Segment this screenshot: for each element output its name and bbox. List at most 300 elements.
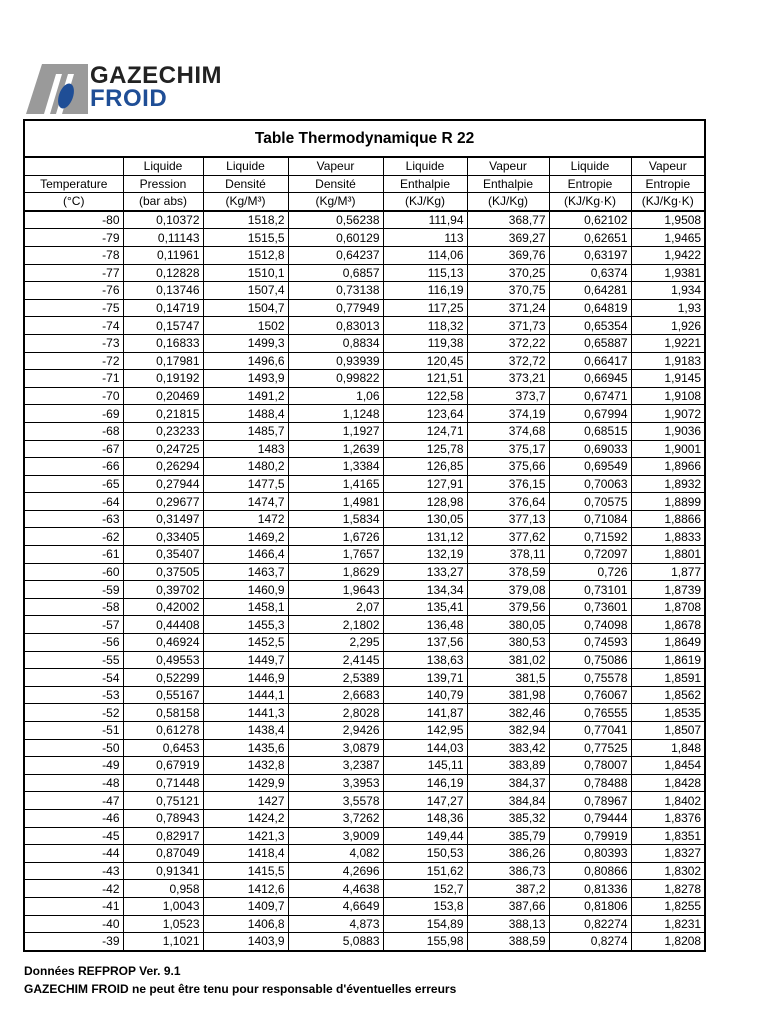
value-cell: 137,56 bbox=[383, 634, 467, 652]
value-cell: 0,68515 bbox=[549, 422, 631, 440]
value-cell: 0,73101 bbox=[549, 581, 631, 599]
value-cell: 0,71592 bbox=[549, 528, 631, 546]
value-cell: 125,78 bbox=[383, 440, 467, 458]
table-row bbox=[24, 422, 705, 440]
value-cell: 127,91 bbox=[383, 475, 467, 493]
value-cell: 1504,7 bbox=[203, 299, 288, 317]
value-cell: 4,082 bbox=[288, 845, 383, 863]
temperature-cell: -53 bbox=[24, 686, 123, 704]
value-cell: 0,62102 bbox=[549, 211, 631, 229]
value-cell: 0,70063 bbox=[549, 475, 631, 493]
value-cell: 2,9426 bbox=[288, 722, 383, 740]
value-cell: 377,62 bbox=[467, 528, 549, 546]
value-cell: 1,8507 bbox=[631, 722, 705, 740]
column-header bbox=[24, 157, 123, 175]
value-cell: 381,02 bbox=[467, 651, 549, 669]
value-cell: 1,8562 bbox=[631, 686, 705, 704]
value-cell: 385,32 bbox=[467, 809, 549, 827]
value-cell: 1,0523 bbox=[123, 915, 203, 933]
value-cell: 130,05 bbox=[383, 510, 467, 528]
value-cell: 1,8678 bbox=[631, 616, 705, 634]
value-cell: 0,71448 bbox=[123, 774, 203, 792]
temperature-cell: -60 bbox=[24, 563, 123, 581]
value-cell: 0,77041 bbox=[549, 722, 631, 740]
column-header: Densité bbox=[288, 175, 383, 193]
value-cell: 155,98 bbox=[383, 933, 467, 951]
value-cell: 1,8619 bbox=[631, 651, 705, 669]
value-cell: 0,20469 bbox=[123, 387, 203, 405]
temperature-cell: -72 bbox=[24, 352, 123, 370]
column-header: Pression bbox=[123, 175, 203, 193]
value-cell: 0,66945 bbox=[549, 370, 631, 388]
value-cell: 1409,7 bbox=[203, 897, 288, 915]
value-cell: 1,8535 bbox=[631, 704, 705, 722]
value-cell: 0,75121 bbox=[123, 792, 203, 810]
value-cell: 0,69549 bbox=[549, 458, 631, 476]
temperature-cell: -57 bbox=[24, 616, 123, 634]
table-row bbox=[24, 598, 705, 616]
value-cell: 1491,2 bbox=[203, 387, 288, 405]
value-cell: 118,32 bbox=[383, 317, 467, 335]
value-cell: 1,1021 bbox=[123, 933, 203, 951]
value-cell: 0,55167 bbox=[123, 686, 203, 704]
value-cell: 0,61278 bbox=[123, 722, 203, 740]
logo-line2: FROID bbox=[90, 85, 168, 112]
column-header: Vapeur bbox=[467, 157, 549, 175]
value-cell: 381,98 bbox=[467, 686, 549, 704]
temperature-cell: -74 bbox=[24, 317, 123, 335]
value-cell: 371,24 bbox=[467, 299, 549, 317]
value-cell: 373,21 bbox=[467, 370, 549, 388]
value-cell: 1,8428 bbox=[631, 774, 705, 792]
temperature-cell: -75 bbox=[24, 299, 123, 317]
table-row bbox=[24, 510, 705, 528]
temperature-cell: -63 bbox=[24, 510, 123, 528]
value-cell: 382,94 bbox=[467, 722, 549, 740]
table-row bbox=[24, 475, 705, 493]
value-cell: 116,19 bbox=[383, 282, 467, 300]
value-cell: 1,8966 bbox=[631, 458, 705, 476]
value-cell: 1,8208 bbox=[631, 933, 705, 951]
value-cell: 0,42002 bbox=[123, 598, 203, 616]
value-cell: 1480,2 bbox=[203, 458, 288, 476]
value-cell: 1,9508 bbox=[631, 211, 705, 229]
value-cell: 1,8402 bbox=[631, 792, 705, 810]
value-cell: 152,7 bbox=[383, 880, 467, 898]
temperature-cell: -49 bbox=[24, 757, 123, 775]
value-cell: 1415,5 bbox=[203, 862, 288, 880]
value-cell: 131,12 bbox=[383, 528, 467, 546]
value-cell: 4,2696 bbox=[288, 862, 383, 880]
value-cell: 1,8376 bbox=[631, 809, 705, 827]
value-cell: 380,53 bbox=[467, 634, 549, 652]
value-cell: 1,8708 bbox=[631, 598, 705, 616]
value-cell: 1,8649 bbox=[631, 634, 705, 652]
temperature-cell: -73 bbox=[24, 334, 123, 352]
column-header: Liquide bbox=[203, 157, 288, 175]
temperature-cell: -44 bbox=[24, 845, 123, 863]
value-cell: 1,8833 bbox=[631, 528, 705, 546]
temperature-cell: -43 bbox=[24, 862, 123, 880]
column-header: Liquide bbox=[383, 157, 467, 175]
table-row bbox=[24, 809, 705, 827]
value-cell: 1,06 bbox=[288, 387, 383, 405]
column-header: Liquide bbox=[549, 157, 631, 175]
value-cell: 2,4145 bbox=[288, 651, 383, 669]
value-cell: 375,66 bbox=[467, 458, 549, 476]
table-row bbox=[24, 845, 705, 863]
value-cell: 0,87049 bbox=[123, 845, 203, 863]
temperature-cell: -66 bbox=[24, 458, 123, 476]
value-cell: 1510,1 bbox=[203, 264, 288, 282]
temperature-cell: -69 bbox=[24, 405, 123, 423]
value-cell: 369,76 bbox=[467, 246, 549, 264]
table-row bbox=[24, 528, 705, 546]
value-cell: 132,19 bbox=[383, 546, 467, 564]
logo-line1: GAZECHIM bbox=[90, 62, 222, 89]
value-cell: 3,5578 bbox=[288, 792, 383, 810]
value-cell: 0,64819 bbox=[549, 299, 631, 317]
value-cell: 1496,6 bbox=[203, 352, 288, 370]
value-cell: 1502 bbox=[203, 317, 288, 335]
value-cell: 1427 bbox=[203, 792, 288, 810]
value-cell: 0,78488 bbox=[549, 774, 631, 792]
value-cell: 379,08 bbox=[467, 581, 549, 599]
value-cell: 1,9183 bbox=[631, 352, 705, 370]
value-cell: 0,11143 bbox=[123, 229, 203, 247]
value-cell: 1458,1 bbox=[203, 598, 288, 616]
table-row bbox=[24, 897, 705, 915]
value-cell: 4,6649 bbox=[288, 897, 383, 915]
value-cell: 0,46924 bbox=[123, 634, 203, 652]
temperature-cell: -51 bbox=[24, 722, 123, 740]
temperature-cell: -56 bbox=[24, 634, 123, 652]
column-header: (KJ/Kg) bbox=[383, 193, 467, 211]
table-row bbox=[24, 915, 705, 933]
value-cell: 0,23233 bbox=[123, 422, 203, 440]
value-cell: 126,85 bbox=[383, 458, 467, 476]
value-cell: 382,46 bbox=[467, 704, 549, 722]
value-cell: 0,26294 bbox=[123, 458, 203, 476]
temperature-cell: -68 bbox=[24, 422, 123, 440]
value-cell: 4,4638 bbox=[288, 880, 383, 898]
value-cell: 1,9072 bbox=[631, 405, 705, 423]
value-cell: 386,73 bbox=[467, 862, 549, 880]
value-cell: 145,11 bbox=[383, 757, 467, 775]
value-cell: 3,0879 bbox=[288, 739, 383, 757]
value-cell: 1,9643 bbox=[288, 581, 383, 599]
value-cell: 0,79919 bbox=[549, 827, 631, 845]
table-row bbox=[24, 686, 705, 704]
temperature-cell: -64 bbox=[24, 493, 123, 511]
value-cell: 0,80393 bbox=[549, 845, 631, 863]
value-cell: 0,78967 bbox=[549, 792, 631, 810]
logo-mark-icon bbox=[26, 64, 88, 114]
value-cell: 1,8255 bbox=[631, 897, 705, 915]
temperature-cell: -80 bbox=[24, 211, 123, 229]
value-cell: 149,44 bbox=[383, 827, 467, 845]
value-cell: 5,0883 bbox=[288, 933, 383, 951]
value-cell: 2,07 bbox=[288, 598, 383, 616]
temperature-cell: -52 bbox=[24, 704, 123, 722]
value-cell: 383,89 bbox=[467, 757, 549, 775]
value-cell: 1441,3 bbox=[203, 704, 288, 722]
table-row bbox=[24, 458, 705, 476]
table-title: Table Thermodynamique R 22 bbox=[24, 120, 705, 157]
value-cell: 0,958 bbox=[123, 880, 203, 898]
value-cell: 1512,8 bbox=[203, 246, 288, 264]
value-cell: 113 bbox=[383, 229, 467, 247]
value-cell: 0,29677 bbox=[123, 493, 203, 511]
value-cell: 0,74098 bbox=[549, 616, 631, 634]
value-cell: 1438,4 bbox=[203, 722, 288, 740]
value-cell: 3,9009 bbox=[288, 827, 383, 845]
value-cell: 1469,2 bbox=[203, 528, 288, 546]
table-row bbox=[24, 299, 705, 317]
value-cell: 115,13 bbox=[383, 264, 467, 282]
table-row bbox=[24, 546, 705, 564]
value-cell: 1499,3 bbox=[203, 334, 288, 352]
value-cell: 381,5 bbox=[467, 669, 549, 687]
value-cell: 373,7 bbox=[467, 387, 549, 405]
temperature-cell: -46 bbox=[24, 809, 123, 827]
value-cell: 1,8866 bbox=[631, 510, 705, 528]
table-row bbox=[24, 616, 705, 634]
value-cell: 1,8801 bbox=[631, 546, 705, 564]
value-cell: 1,1927 bbox=[288, 422, 383, 440]
value-cell: 0,76555 bbox=[549, 704, 631, 722]
table-row bbox=[24, 827, 705, 845]
value-cell: 376,64 bbox=[467, 493, 549, 511]
value-cell: 123,64 bbox=[383, 405, 467, 423]
value-cell: 0,44408 bbox=[123, 616, 203, 634]
table-row bbox=[24, 264, 705, 282]
value-cell: 2,6683 bbox=[288, 686, 383, 704]
value-cell: 1,848 bbox=[631, 739, 705, 757]
value-cell: 0,6857 bbox=[288, 264, 383, 282]
value-cell: 0,72097 bbox=[549, 546, 631, 564]
value-cell: 1,0043 bbox=[123, 897, 203, 915]
table-row bbox=[24, 246, 705, 264]
value-cell: 1418,4 bbox=[203, 845, 288, 863]
column-header: Temperature bbox=[24, 175, 123, 193]
value-cell: 0,49553 bbox=[123, 651, 203, 669]
value-cell: 0,17981 bbox=[123, 352, 203, 370]
value-cell: 1515,5 bbox=[203, 229, 288, 247]
value-cell: 154,89 bbox=[383, 915, 467, 933]
table-row bbox=[24, 581, 705, 599]
value-cell: 1,8454 bbox=[631, 757, 705, 775]
value-cell: 0,35407 bbox=[123, 546, 203, 564]
value-cell: 1446,9 bbox=[203, 669, 288, 687]
value-cell: 0,56238 bbox=[288, 211, 383, 229]
value-cell: 1518,2 bbox=[203, 211, 288, 229]
value-cell: 2,1802 bbox=[288, 616, 383, 634]
value-cell: 0,31497 bbox=[123, 510, 203, 528]
column-header: (°C) bbox=[24, 193, 123, 211]
value-cell: 0,93939 bbox=[288, 352, 383, 370]
value-cell: 1429,9 bbox=[203, 774, 288, 792]
value-cell: 1,9422 bbox=[631, 246, 705, 264]
table-row bbox=[24, 634, 705, 652]
table-row bbox=[24, 440, 705, 458]
value-cell: 0,726 bbox=[549, 563, 631, 581]
temperature-cell: -78 bbox=[24, 246, 123, 264]
column-header: (Kg/M³) bbox=[288, 193, 383, 211]
value-cell: 0,19192 bbox=[123, 370, 203, 388]
value-cell: 1,8591 bbox=[631, 669, 705, 687]
value-cell: 0,83013 bbox=[288, 317, 383, 335]
value-cell: 1,8231 bbox=[631, 915, 705, 933]
value-cell: 1,8739 bbox=[631, 581, 705, 599]
value-cell: 1435,6 bbox=[203, 739, 288, 757]
value-cell: 1,4981 bbox=[288, 493, 383, 511]
table-row bbox=[24, 563, 705, 581]
temperature-cell: -50 bbox=[24, 739, 123, 757]
value-cell: 1,1248 bbox=[288, 405, 383, 423]
table-row bbox=[24, 774, 705, 792]
table-row bbox=[24, 282, 705, 300]
temperature-cell: -70 bbox=[24, 387, 123, 405]
table-row bbox=[24, 317, 705, 335]
value-cell: 1,8899 bbox=[631, 493, 705, 511]
value-cell: 2,8028 bbox=[288, 704, 383, 722]
value-cell: 117,25 bbox=[383, 299, 467, 317]
value-cell: 1455,3 bbox=[203, 616, 288, 634]
value-cell: 0,64281 bbox=[549, 282, 631, 300]
value-cell: 374,68 bbox=[467, 422, 549, 440]
value-cell: 388,59 bbox=[467, 933, 549, 951]
value-cell: 0,80866 bbox=[549, 862, 631, 880]
value-cell: 0,82274 bbox=[549, 915, 631, 933]
value-cell: 0,99822 bbox=[288, 370, 383, 388]
value-cell: 0,8274 bbox=[549, 933, 631, 951]
value-cell: 385,79 bbox=[467, 827, 549, 845]
value-cell: 0,65887 bbox=[549, 334, 631, 352]
value-cell: 386,26 bbox=[467, 845, 549, 863]
value-cell: 147,27 bbox=[383, 792, 467, 810]
value-cell: 0,77525 bbox=[549, 739, 631, 757]
value-cell: 1,9036 bbox=[631, 422, 705, 440]
value-cell: 139,71 bbox=[383, 669, 467, 687]
table-row bbox=[24, 493, 705, 511]
temperature-cell: -40 bbox=[24, 915, 123, 933]
value-cell: 151,62 bbox=[383, 862, 467, 880]
value-cell: 0,14719 bbox=[123, 299, 203, 317]
value-cell: 378,11 bbox=[467, 546, 549, 564]
temperature-cell: -45 bbox=[24, 827, 123, 845]
company-logo bbox=[26, 64, 251, 114]
value-cell: 0,65354 bbox=[549, 317, 631, 335]
column-header: Liquide bbox=[123, 157, 203, 175]
value-cell: 1483 bbox=[203, 440, 288, 458]
value-cell: 124,71 bbox=[383, 422, 467, 440]
value-cell: 1,9001 bbox=[631, 440, 705, 458]
column-header: Entropie bbox=[631, 175, 705, 193]
value-cell: 1,8351 bbox=[631, 827, 705, 845]
value-cell: 114,06 bbox=[383, 246, 467, 264]
value-cell: 0,75578 bbox=[549, 669, 631, 687]
value-cell: 368,77 bbox=[467, 211, 549, 229]
column-header: Entropie bbox=[549, 175, 631, 193]
column-header: Vapeur bbox=[631, 157, 705, 175]
value-cell: 3,2387 bbox=[288, 757, 383, 775]
value-cell: 133,27 bbox=[383, 563, 467, 581]
value-cell: 0,66417 bbox=[549, 352, 631, 370]
value-cell: 388,13 bbox=[467, 915, 549, 933]
value-cell: 0,63197 bbox=[549, 246, 631, 264]
value-cell: 0,73138 bbox=[288, 282, 383, 300]
value-cell: 136,48 bbox=[383, 616, 467, 634]
table-row bbox=[24, 792, 705, 810]
table-row bbox=[24, 757, 705, 775]
value-cell: 1,8302 bbox=[631, 862, 705, 880]
temperature-cell: -61 bbox=[24, 546, 123, 564]
value-cell: 0,91341 bbox=[123, 862, 203, 880]
value-cell: 0,78943 bbox=[123, 809, 203, 827]
value-cell: 0,70575 bbox=[549, 493, 631, 511]
value-cell: 384,37 bbox=[467, 774, 549, 792]
value-cell: 371,73 bbox=[467, 317, 549, 335]
value-cell: 372,22 bbox=[467, 334, 549, 352]
value-cell: 0,75086 bbox=[549, 651, 631, 669]
value-cell: 0,67994 bbox=[549, 405, 631, 423]
temperature-cell: -65 bbox=[24, 475, 123, 493]
temperature-cell: -62 bbox=[24, 528, 123, 546]
table-row bbox=[24, 880, 705, 898]
column-header: Vapeur bbox=[288, 157, 383, 175]
table-row bbox=[24, 722, 705, 740]
value-cell: 138,63 bbox=[383, 651, 467, 669]
table-row bbox=[24, 387, 705, 405]
value-cell: 379,56 bbox=[467, 598, 549, 616]
value-cell: 0,58158 bbox=[123, 704, 203, 722]
value-cell: 148,36 bbox=[383, 809, 467, 827]
value-cell: 0,6453 bbox=[123, 739, 203, 757]
value-cell: 370,25 bbox=[467, 264, 549, 282]
temperature-cell: -58 bbox=[24, 598, 123, 616]
value-cell: 0,69033 bbox=[549, 440, 631, 458]
value-cell: 1412,6 bbox=[203, 880, 288, 898]
value-cell: 119,38 bbox=[383, 334, 467, 352]
column-header: (KJ/Kg·K) bbox=[631, 193, 705, 211]
value-cell: 1,4165 bbox=[288, 475, 383, 493]
value-cell: 378,59 bbox=[467, 563, 549, 581]
temperature-cell: -55 bbox=[24, 651, 123, 669]
value-cell: 0,78007 bbox=[549, 757, 631, 775]
thermo-table bbox=[23, 119, 706, 952]
value-cell: 142,95 bbox=[383, 722, 467, 740]
value-cell: 1,6726 bbox=[288, 528, 383, 546]
value-cell: 383,42 bbox=[467, 739, 549, 757]
table-row bbox=[24, 704, 705, 722]
value-cell: 0,33405 bbox=[123, 528, 203, 546]
table-row bbox=[24, 651, 705, 669]
value-cell: 1485,7 bbox=[203, 422, 288, 440]
table-row bbox=[24, 669, 705, 687]
value-cell: 374,19 bbox=[467, 405, 549, 423]
value-cell: 1,93 bbox=[631, 299, 705, 317]
value-cell: 0,79444 bbox=[549, 809, 631, 827]
value-cell: 1477,5 bbox=[203, 475, 288, 493]
value-cell: 1444,1 bbox=[203, 686, 288, 704]
value-cell: 1,9381 bbox=[631, 264, 705, 282]
temperature-cell: -42 bbox=[24, 880, 123, 898]
value-cell: 372,72 bbox=[467, 352, 549, 370]
value-cell: 0,60129 bbox=[288, 229, 383, 247]
value-cell: 121,51 bbox=[383, 370, 467, 388]
value-cell: 120,45 bbox=[383, 352, 467, 370]
